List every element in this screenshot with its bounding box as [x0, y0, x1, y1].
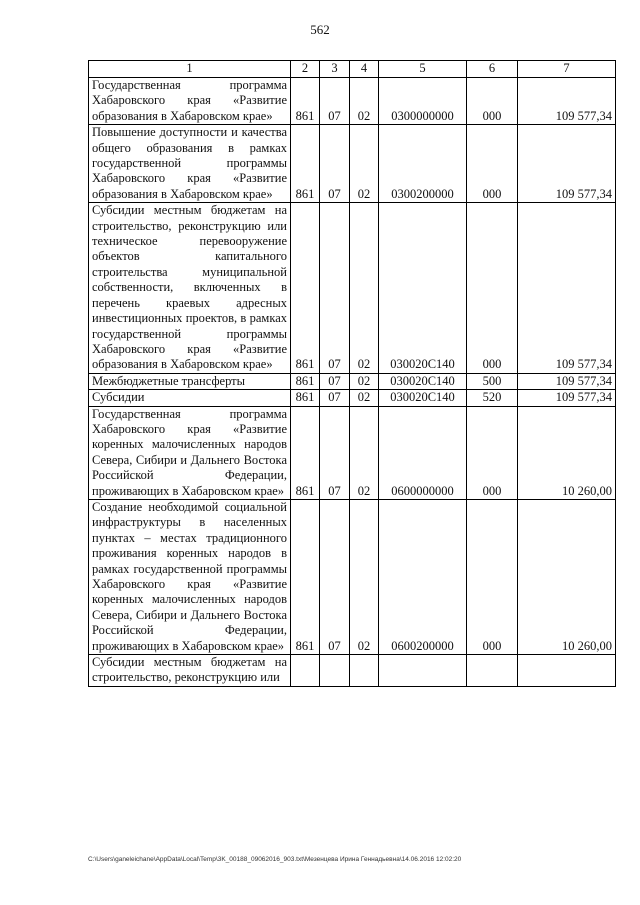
row-name: Субсидии: [89, 390, 291, 406]
row-col2: 861: [291, 406, 320, 499]
row-col7: 10 260,00: [518, 499, 616, 654]
row-col6: 500: [467, 373, 518, 389]
row-name: Государственная программа Хабаровского края «Развитие коренных малочисленных народов Севера, Сибири и Дальнего Востока Российской Федерации, проживающих в Хабаровском крае»: [89, 406, 291, 499]
header-cell: 5: [379, 61, 467, 78]
row-col6: 000: [467, 499, 518, 654]
header-cell: 2: [291, 61, 320, 78]
row-col4: [350, 655, 379, 687]
row-col2: [291, 655, 320, 687]
table-header-row: [89, 61, 616, 78]
row-col4: 02: [350, 406, 379, 499]
row-col7: [518, 655, 616, 687]
table-row: [89, 390, 616, 406]
table-row: [89, 78, 616, 125]
row-name: Создание необходимой социальной инфраструктуры в населенных пунктах – местах традиционного проживания коренных народов в рамках государственной программы Хабаровского края «Развитие коренных малочисленных народов Севера, Сибири и Дальнего Востока Российской Федерации, проживающих в Хабаровском крае»: [89, 499, 291, 654]
row-col3: 07: [320, 78, 350, 125]
row-col7: 10 260,00: [518, 406, 616, 499]
row-col7: 109 577,34: [518, 203, 616, 373]
row-col4: 02: [350, 203, 379, 373]
row-name: Межбюджетные трансферты: [89, 373, 291, 389]
header-cell: 4: [350, 61, 379, 78]
row-col4: 02: [350, 125, 379, 203]
row-col6: 520: [467, 390, 518, 406]
row-col6: 000: [467, 125, 518, 203]
table-row: [89, 373, 616, 389]
row-col7: 109 577,34: [518, 78, 616, 125]
row-col5: 030020С140: [379, 373, 467, 389]
row-col3: 07: [320, 125, 350, 203]
header-cell: 6: [467, 61, 518, 78]
row-col5: 030020С140: [379, 203, 467, 373]
row-col3: 07: [320, 499, 350, 654]
row-col7: 109 577,34: [518, 373, 616, 389]
row-col4: 02: [350, 78, 379, 125]
table-row: [89, 406, 616, 499]
row-col5: 0600000000: [379, 406, 467, 499]
table-row: [89, 499, 616, 654]
row-col3: [320, 655, 350, 687]
row-name: Субсидии местным бюджетам на строительство, реконструкцию или: [89, 655, 291, 687]
row-col4: 02: [350, 499, 379, 654]
row-col3: 07: [320, 373, 350, 389]
row-col6: [467, 655, 518, 687]
file-path-footer: C:\Users\ganeleichane\AppData\Local\Temp\3K_00188_09062016_903.txt\Мезенцева Ирина Геннадьевна\14.06.2016 12:02:20: [88, 856, 462, 863]
header-cell: 3: [320, 61, 350, 78]
row-col3: 07: [320, 203, 350, 373]
row-col5: 030020С140: [379, 390, 467, 406]
row-col6: 000: [467, 406, 518, 499]
table-row: [89, 125, 616, 203]
row-name: Субсидии местным бюджетам на строительство, реконструкцию или техническое перевооружение объектов капитального строительства муниципальной собственности, включенных в перечень краевых адресных инвестиционных проектов, в рамках государственной программы Хабаровского края «Развитие образования в Хабаровском крае»: [89, 203, 291, 373]
header-cell: 7: [518, 61, 616, 78]
row-col2: 861: [291, 373, 320, 389]
row-col3: 07: [320, 406, 350, 499]
row-col7: 109 577,34: [518, 390, 616, 406]
row-col2: 861: [291, 390, 320, 406]
row-col4: 02: [350, 373, 379, 389]
budget-table: [88, 60, 616, 687]
row-col2: 861: [291, 499, 320, 654]
row-name: Повышение доступности и качества общего образования в рамках государственной программы Хабаровского края «Развитие образования в Хабаровском крае»: [89, 125, 291, 203]
row-col4: 02: [350, 390, 379, 406]
page-number: 562: [310, 22, 330, 37]
table-row: [89, 203, 616, 373]
row-col5: 0600200000: [379, 499, 467, 654]
row-col7: 109 577,34: [518, 125, 616, 203]
row-col5: [379, 655, 467, 687]
row-name: Государственная программа Хабаровского края «Развитие образования в Хабаровском крае»: [89, 78, 291, 125]
row-col5: 0300000000: [379, 78, 467, 125]
row-col3: 07: [320, 390, 350, 406]
row-col2: 861: [291, 203, 320, 373]
header-cell: 1: [89, 61, 291, 78]
table-row: [89, 655, 616, 687]
row-col6: 000: [467, 78, 518, 125]
row-col2: 861: [291, 125, 320, 203]
row-col5: 0300200000: [379, 125, 467, 203]
row-col2: 861: [291, 78, 320, 125]
row-col6: 000: [467, 203, 518, 373]
